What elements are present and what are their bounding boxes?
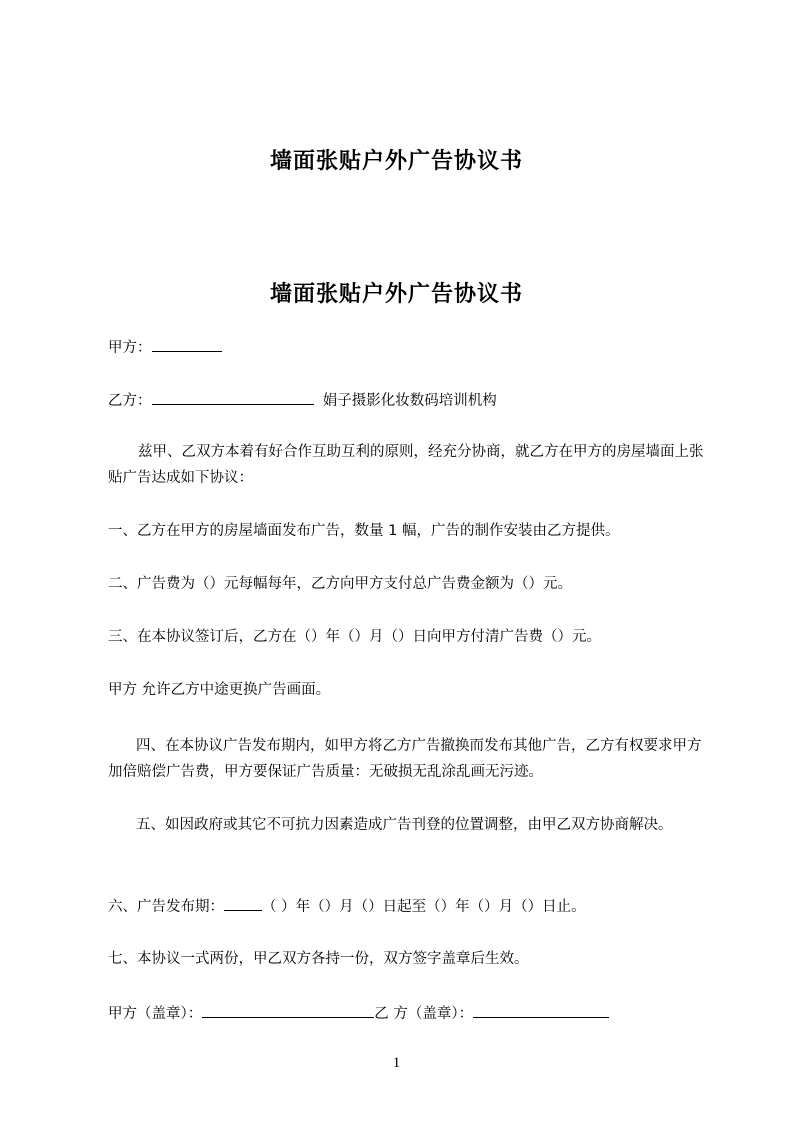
clause-4: 四、在本协议广告发布期内，如甲方将乙方广告撤换而发布其他广告，乙方有权要求甲方加倍赔偿广告费，甲方要保证广告质量：无破损无乱涂乱画无污迹。 — [108, 738, 702, 780]
sign-a-blank — [202, 1000, 374, 1018]
clause-5: 五、如因政府或其它不可抗力因素造成广告刊登的位置调整，由甲乙双方协商解决。 — [136, 817, 673, 833]
clause-3: 三、在本协议签订后，乙方在（）年（）月（）日向甲方付清广告费（）元。 — [108, 629, 601, 645]
intro-paragraph: 兹甲、乙双方本着有好合作互助互利的原则，经充分协商，就乙方在甲方的房屋墙面上张贴广告达成如下协议： — [108, 444, 704, 486]
document-title: 墙面张贴户外广告协议书 — [269, 149, 523, 174]
party-a-blank — [152, 334, 222, 352]
clause-6-suffix: （ ）年（）月（）日起至（）年（）月（）日止。 — [262, 899, 586, 915]
clause-2: 二、广告费为（）元每幅每年，乙方向甲方支付总广告费金额为（）元。 — [108, 576, 572, 592]
page-number: 1 — [392, 1055, 401, 1071]
clause-3b: 甲方 允许乙方中途更换广告画面。 — [108, 682, 331, 698]
clause-6 — [108, 893, 708, 920]
clause-6-blank — [224, 893, 262, 911]
sign-a-label: 甲方（盖章）： — [108, 1006, 203, 1022]
party-a-line — [108, 334, 708, 361]
clause-1: 一、乙方在甲方的房屋墙面发布广告，数量 1 幅，广告的制作安装由乙方提供。 — [108, 523, 620, 539]
agreement-title: 墙面张贴户外广告协议书 — [269, 282, 523, 307]
clause-6-prefix: 六、广告发布期： — [108, 899, 224, 915]
party-b-blank — [152, 387, 314, 405]
party-b-label: 乙方： — [108, 393, 152, 409]
party-a-label: 甲方： — [108, 340, 152, 356]
clause-7: 七、本协议一式两份，甲乙双方各持一份，双方签字盖章后生效。 — [108, 951, 529, 967]
signature-line — [108, 1000, 688, 1027]
party-b-line — [108, 387, 708, 414]
party-b-name: 娟子摄影化妆数码培训机构 — [322, 393, 497, 409]
sign-b-blank — [473, 1000, 609, 1018]
sign-b-label: 乙 方（盖章）： — [374, 1006, 474, 1022]
